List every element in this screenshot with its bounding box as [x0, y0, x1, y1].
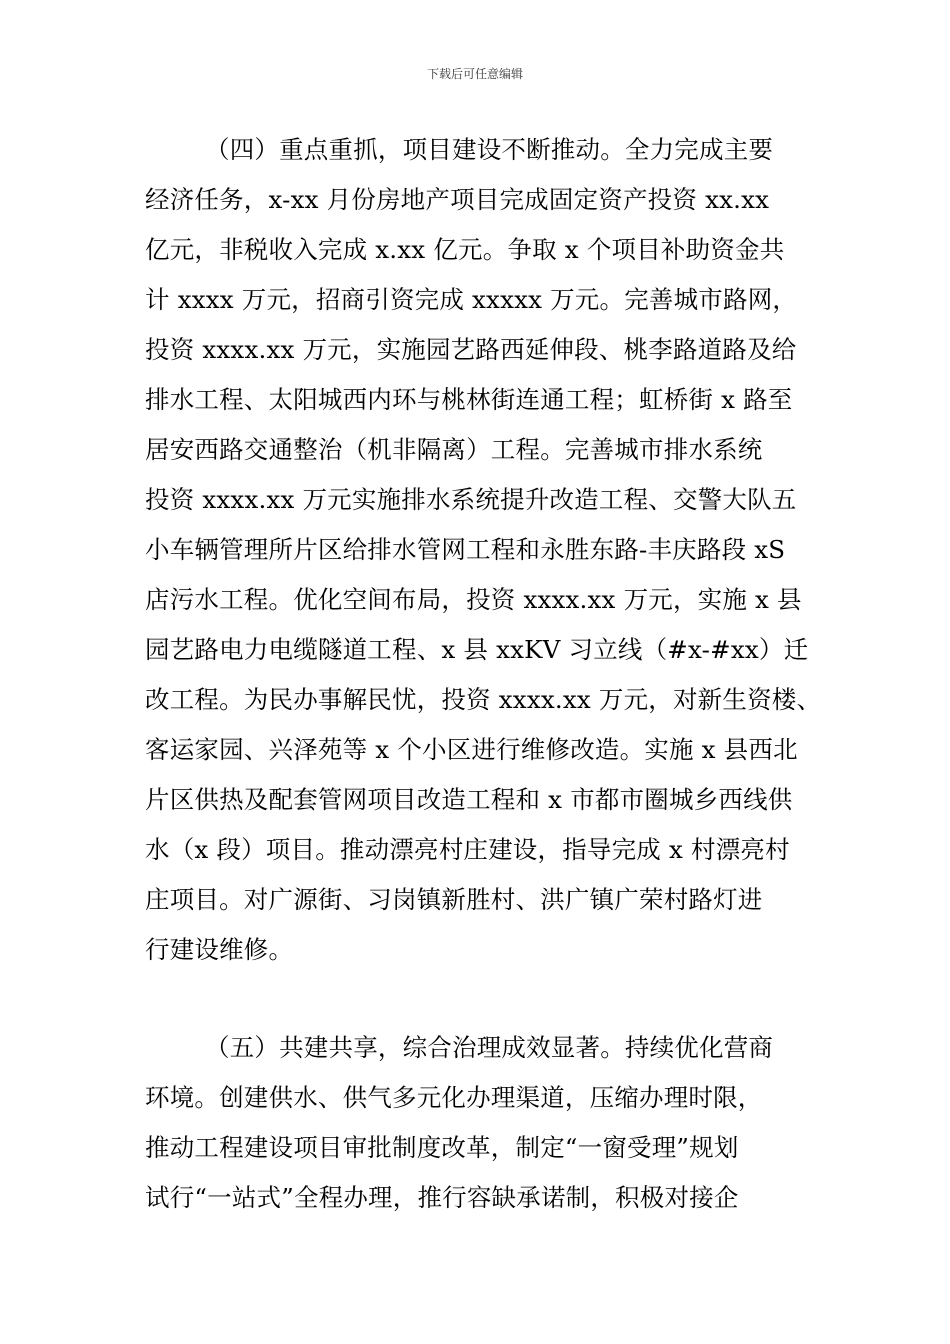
text-line: 客运家园、兴泽苑等 x 个小区进行维修改造。实施 x 县西北 [145, 735, 798, 764]
text-line: 改工程。为民办事解民忧，投资 xxxx.xx 万元，对新生资楼、 [145, 685, 822, 714]
paragraph-section-5 [145, 1023, 825, 1223]
text-line: 亿元，非税收入完成 x.xx 亿元。争取 x 个项目补助资金共 [145, 235, 785, 264]
text-line: 排水工程、太阳城西内环与桃林街连通工程；虹桥街 x 路至 [145, 385, 793, 414]
text-line: 店污水工程。优化空间布局，投资 xxxx.xx 万元，实施 x 县 [145, 585, 802, 614]
text-line: 小车辆管理所片区给排水管网工程和永胜东路-丰庆路段 xS [145, 535, 786, 564]
text-line: 计 xxxx 万元，招商引资完成 xxxxx 万元。完善城市路网， [145, 285, 798, 314]
text-line: 园艺路电力电缆隧道工程、x 县 xxKV 习立线（#x-#xx）迁 [145, 635, 809, 664]
text-line: 投资 xxxx.xx 万元，实施园艺路西延伸段、桃李路道路及给 [145, 335, 797, 364]
text-line: 试行“一站式”全程办理，推行容缺承诺制，积极对接企 [145, 1183, 739, 1212]
text-line: （五）共建共享，综合治理成效显著。持续优化营商 [205, 1033, 774, 1062]
text-line: 环境。创建供水、供气多元化办理渠道，压缩办理时限， [145, 1083, 763, 1112]
text-line: （四）重点重抓，项目建设不断推动。全力完成主要 [205, 135, 774, 164]
text-line: 行建设维修。 [145, 935, 294, 964]
paragraph-section-4 [145, 125, 825, 975]
text-line: 居安西路交通整治（机非隔离）工程。完善城市排水系统 [145, 435, 763, 464]
page-header: 下载后可任意编辑 [426, 67, 523, 81]
text-line: 片区供热及配套管网项目改造工程和 x 市都市圈城乡西线供 [145, 785, 793, 814]
text-line: 水（x 段）项目。推动漂亮村庄建设，指导完成 x 村漂亮村 [145, 835, 790, 864]
text-line: 经济任务，x-xx 月份房地产项目完成固定资产投资 xx.xx [145, 185, 770, 214]
text-line: 投资 xxxx.xx 万元实施排水系统提升改造工程、交警大队五 [145, 485, 797, 514]
text-line: 推动工程建设项目审批制度改革，制定“一窗受理”规划 [145, 1133, 739, 1162]
text-line: 庄项目。对广源街、习岗镇新胜村、洪广镇广荣村路灯进 [145, 885, 763, 914]
